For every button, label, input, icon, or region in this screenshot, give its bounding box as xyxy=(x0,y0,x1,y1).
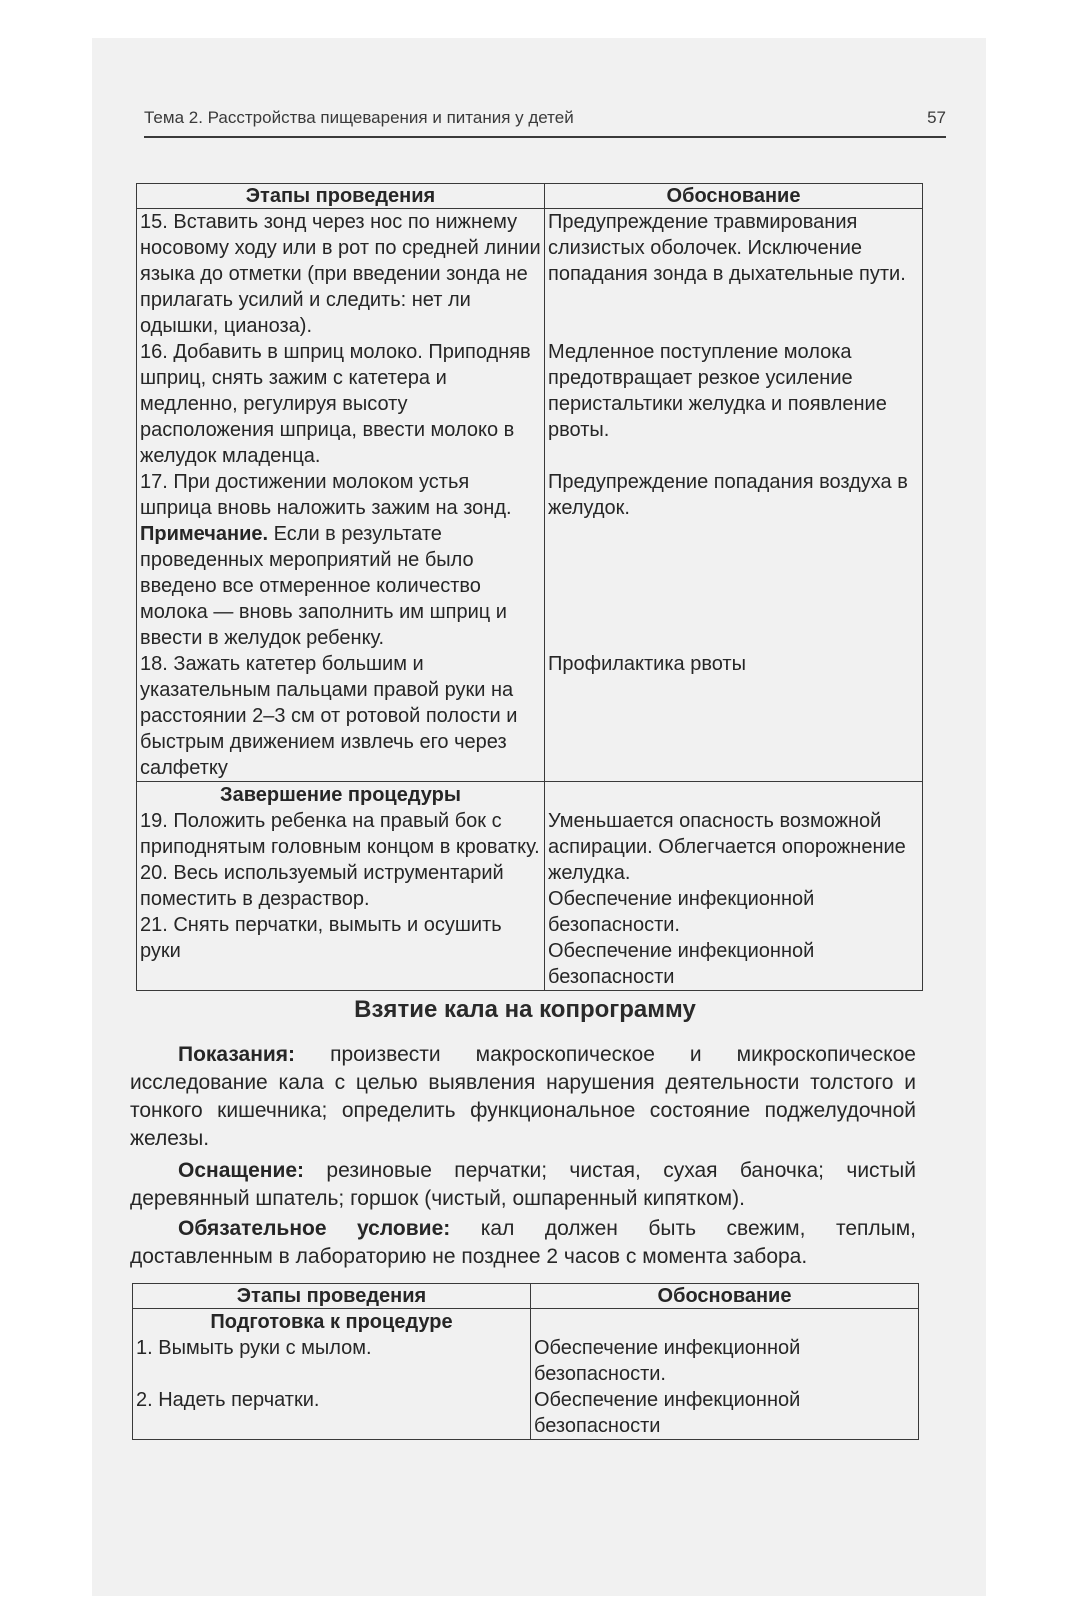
table-section-title: Подготовка к процедуре xyxy=(210,1311,453,1333)
rationale-text: Обеспечение инфекционной безопасности. xyxy=(548,888,815,936)
column-header-steps: Этапы проведения xyxy=(133,1284,531,1309)
rationale-cell xyxy=(531,1309,919,1440)
rationale-text: Предупреждение травмирования слизистых оболочек. Исключение попадания зонда в дыхательные пути. xyxy=(548,211,906,285)
column-header-rationale: Обоснование xyxy=(531,1284,919,1309)
step-text: 2. Надеть перчатки. xyxy=(136,1389,320,1411)
section-title: Взятие кала на копрограмму xyxy=(354,996,696,1023)
column-header-rationale: Обоснование xyxy=(545,184,923,209)
condition-label: Обязательное условие: xyxy=(178,1217,451,1240)
equipment-text: резиновые перчатки; чистая, сухая баночка; чистый деревянный шпатель; горшок (чистый, ошпаренный кипятком). xyxy=(130,1159,916,1210)
rationale-text: Медленное поступление молока предотвращает резкое усиление перистальтики желудка и появление рвоты. xyxy=(548,341,887,441)
page-number: 57 xyxy=(927,108,946,127)
table-header-row xyxy=(137,184,923,209)
step-text: 16. Добавить в шприц молоко. Приподняв шприц, снять зажим с катетера и медленно, регулируя высоту расположения шприца, ввести молоко в желудок младенца. xyxy=(140,341,531,467)
step-cell xyxy=(137,209,545,782)
step-text: 15. Вставить зонд через нос по нижнему носовому ходу или в рот по средней линии языка до отметки (при введении зонда не прилагать усилий и следить: нет ли одышки, цианоза). xyxy=(140,211,541,337)
procedure-table-coprogram xyxy=(132,1283,919,1440)
step-text: 21. Снять перчатки, вымыть и осушить руки xyxy=(140,914,502,962)
running-head xyxy=(144,108,946,138)
table-section-title: Завершение процедуры xyxy=(220,784,461,806)
rationale-text: Уменьшается опасность возможной аспирации. Облегчается опорожнение желудка. xyxy=(548,810,906,884)
table-row xyxy=(133,1309,919,1440)
rationale-text: Профилактика рвоты xyxy=(548,653,746,675)
equipment-label: Оснащение: xyxy=(178,1159,305,1182)
procedure-table-feeding xyxy=(136,183,923,991)
step-text: 19. Положить ребенка на правый бок с приподнятым головным концом в кроватку. xyxy=(140,810,540,858)
rationale-text: Обеспечение инфекционной безопасности xyxy=(548,940,815,988)
note-text: Если в результате проведенных мероприятий не было введено все отмеренное количество молока — вновь заполнить им шприц и ввести в желудок ребенку. xyxy=(140,523,507,649)
equipment-paragraph xyxy=(130,1157,916,1213)
indications-label: Показания: xyxy=(178,1043,296,1066)
rationale-text: Предупреждение попадания воздуха в желудок. xyxy=(548,471,908,519)
rationale-cell xyxy=(545,209,923,782)
column-header-steps: Этапы проведения xyxy=(137,184,545,209)
indications-paragraph xyxy=(130,1041,916,1153)
table-row xyxy=(137,782,923,991)
step-cell xyxy=(137,782,545,991)
note-label: Примечание. xyxy=(140,523,269,545)
rationale-text: Обеспечение инфекционной безопасности xyxy=(534,1389,801,1437)
step-text: 1. Вымыть руки с мылом. xyxy=(136,1337,372,1359)
running-head-title: Тема 2. Расстройства пищеварения и питания у детей xyxy=(144,108,574,127)
step-cell xyxy=(133,1309,531,1440)
table-header-row xyxy=(133,1284,919,1309)
condition-text: кал должен быть свежим, теплым, доставленным в лабораторию не позднее 2 часов с момента забора. xyxy=(130,1217,916,1268)
step-text: 20. Весь используемый иструментарий поместить в дезраствор. xyxy=(140,862,504,910)
rationale-text: Обеспечение инфекционной безопасности. xyxy=(534,1337,801,1385)
book-page xyxy=(92,38,986,1596)
rationale-cell xyxy=(545,782,923,991)
table-row xyxy=(137,209,923,782)
step-text: 18. Зажать катетер большим и указательным пальцами правой руки на расстоянии 2–3 см от ротовой полости и быстрым движением извлечь его через салфетку xyxy=(140,653,518,779)
step-text: 17. При достижении молоком устья шприца вновь наложить зажим на зонд. Примечание. Если в результате проведенных мероприятий не было введено все отмеренное количество молока — вновь заполнить им шприц и ввести в желудок ребенку. xyxy=(140,471,512,649)
indications-text: произвести макроскопическое и микроскопическое исследование кала с целью выявления нарушения деятельности толстого и тонкого кишечника; определить функциональное состояние поджелудочной железы. xyxy=(130,1043,916,1150)
condition-paragraph xyxy=(130,1215,916,1271)
